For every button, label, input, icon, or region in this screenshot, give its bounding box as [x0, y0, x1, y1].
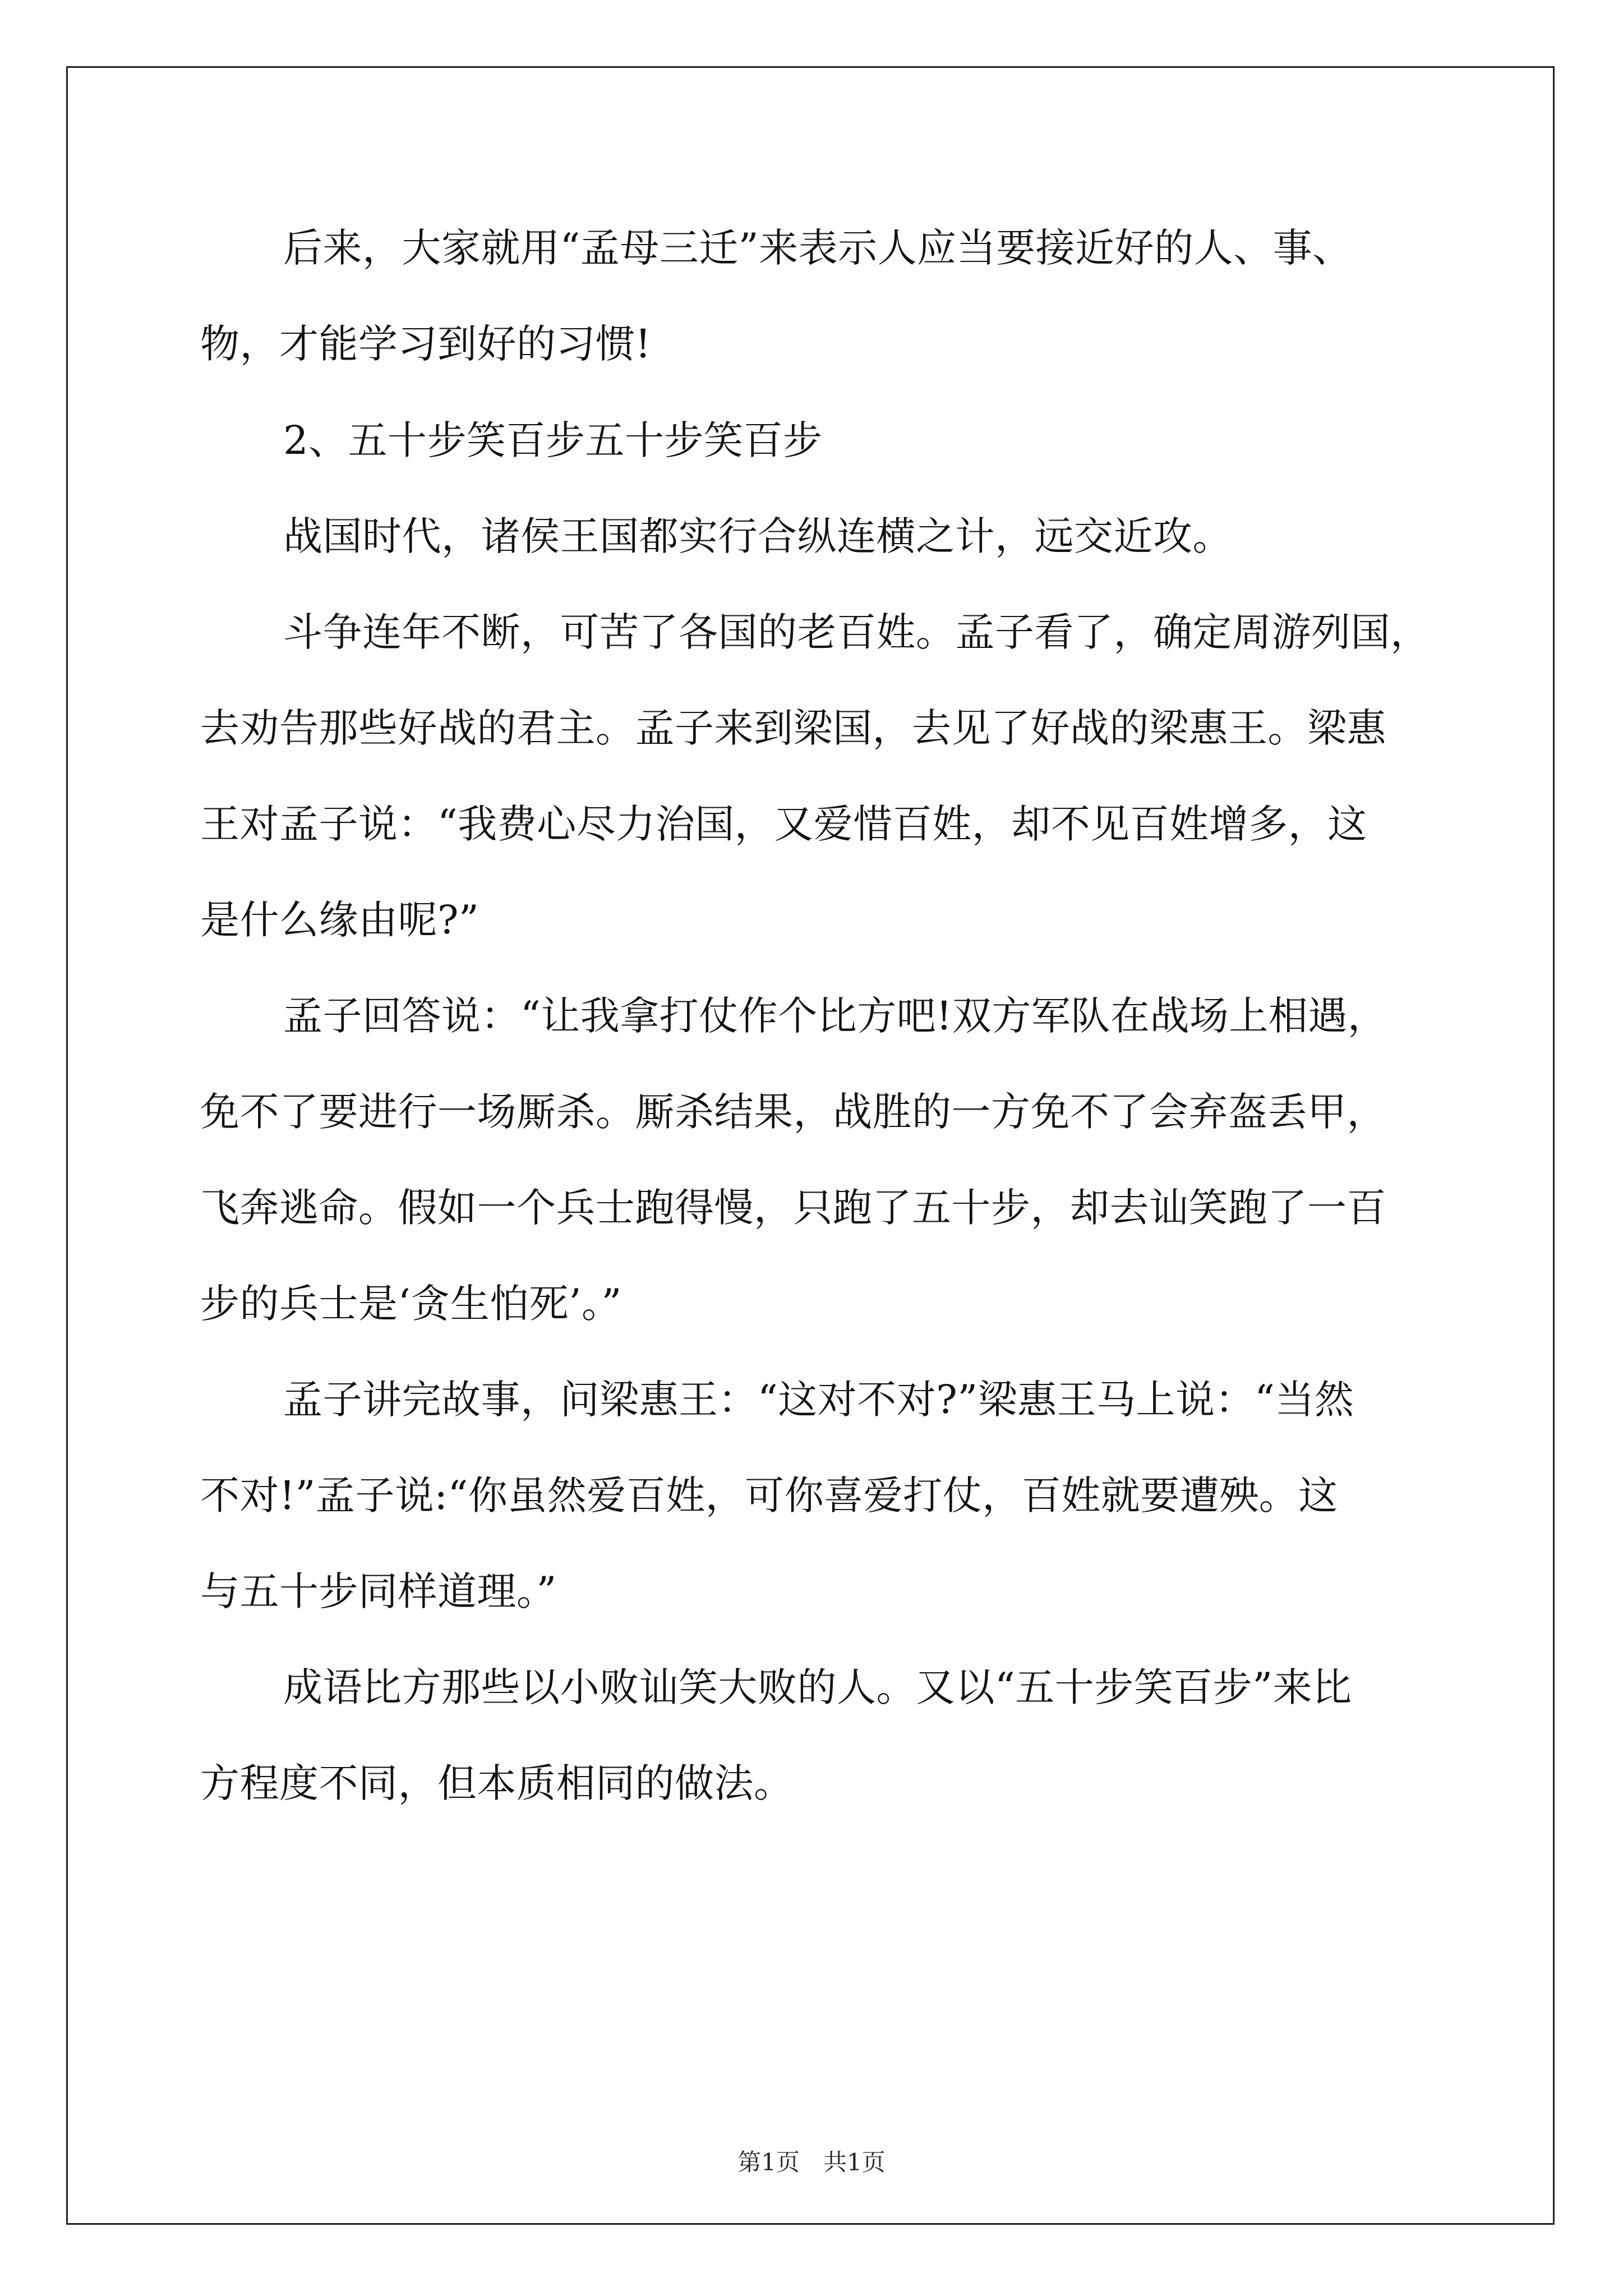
text-line: 去劝告那些好战的君主。孟子来到梁国，去见了好战的梁惠王。梁惠: [200, 705, 1386, 751]
text-line: 2、五十步笑百步五十步笑百步: [283, 417, 823, 463]
page-border: [66, 66, 1555, 2225]
text-line: 斗争连年不断，可苦了各国的老百姓。孟子看了，确定周游列国，: [283, 609, 1430, 655]
text-line: 不对!”孟子说:“你虽然爱百姓，可你喜爱打仗，百姓就要遭殃。这: [200, 1473, 1338, 1519]
text-line: 后来，大家就用“孟母三迁”来表示人应当要接近好的人、事、: [283, 225, 1352, 271]
text-line: 孟子讲完故事，问梁惠王：“这对不对?”梁惠王马上说：“当然: [283, 1377, 1354, 1423]
text-line: 是什么缘由呢?”: [200, 897, 479, 943]
page-number-footer: 第1页 共1页: [737, 2148, 886, 2176]
text-line: 成语比方那些以小败讪笑大败的人。又以“五十步笑百步”来比: [283, 1664, 1352, 1710]
text-line: 步的兵士是‘贪生怕死’。”: [200, 1281, 622, 1327]
text-line: 飞奔逃命。假如一个兵士跑得慢，只跑了五十步，却去讪笑跑了一百: [200, 1185, 1386, 1231]
text-line: 王对孟子说：“我费心尽力治国，又爱惜百姓，却不见百姓增多，这: [200, 801, 1367, 847]
text-line: 方程度不同，但本质相同的做法。: [200, 1760, 794, 1806]
text-line: 孟子回答说：“让我拿打仗作个比方吧!双方军队在战场上相遇，: [283, 993, 1387, 1039]
text-line: 与五十步同样道理。”: [200, 1568, 557, 1614]
text-line: 物，才能学习到好的习惯!: [200, 321, 652, 367]
text-line: 免不了要进行一场厮杀。厮杀结果，战胜的一方免不了会弃盔丢甲，: [200, 1089, 1386, 1135]
text-line: 战国时代，诸侯王国都实行合纵连横之计，远交近攻。: [283, 513, 1232, 559]
